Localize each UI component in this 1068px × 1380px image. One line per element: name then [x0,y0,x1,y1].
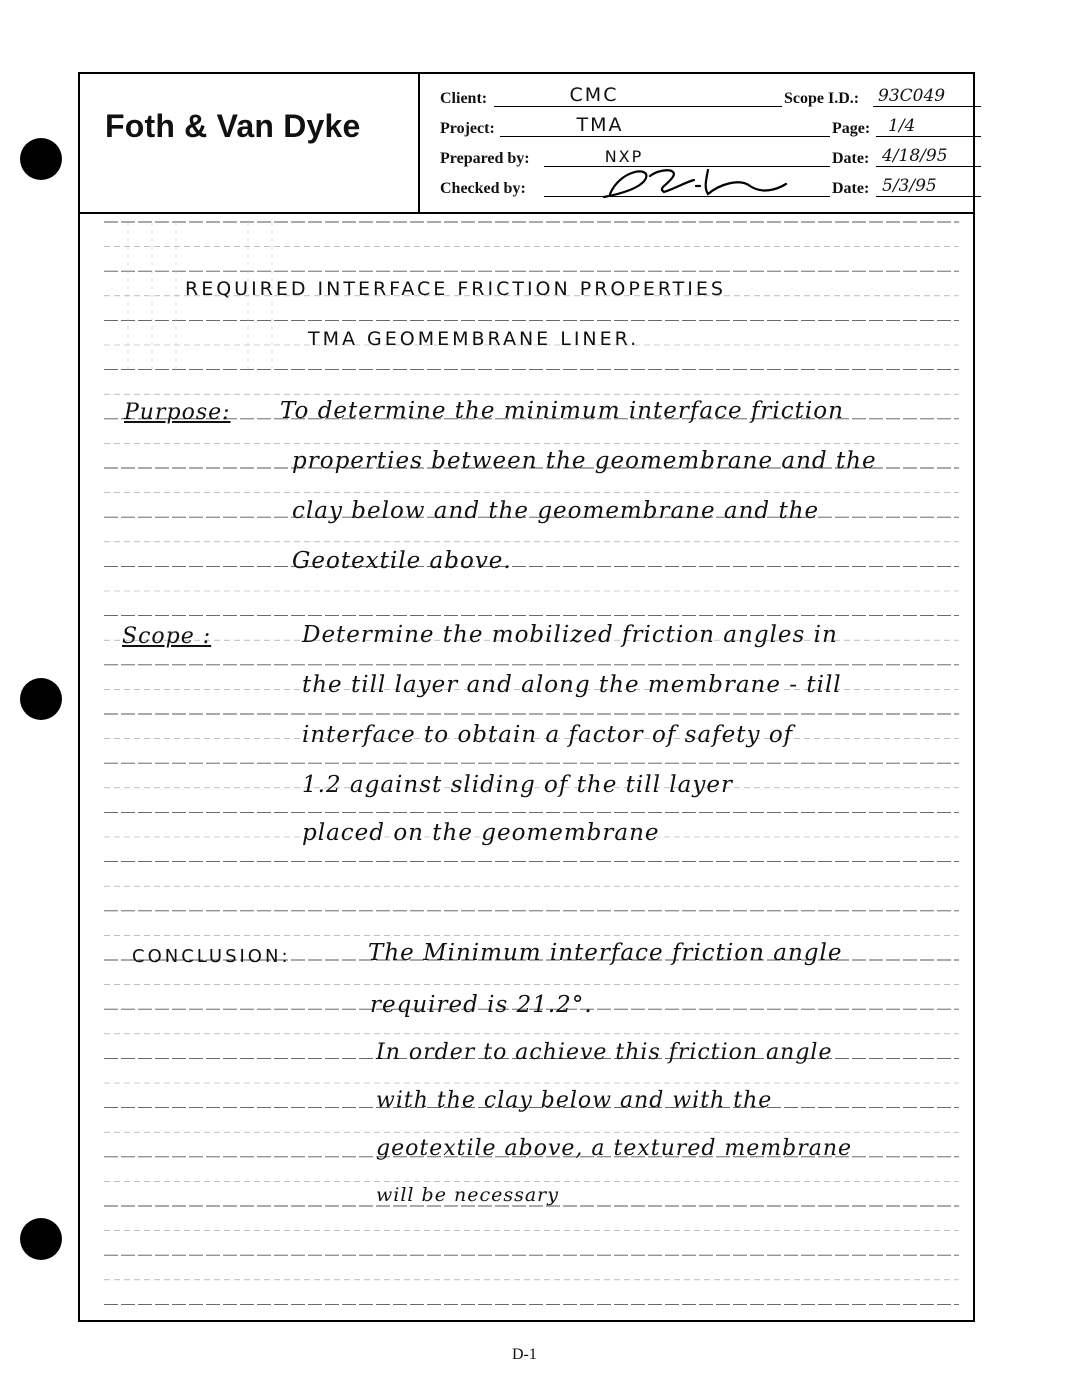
conclusion-line-6: will be necessary [376,1184,559,1206]
conclusion-line-4: with the clay below and with the [376,1088,773,1113]
scope-id-label: Scope I.D.: [784,90,860,107]
conclusion-line-5: geotextile above, a textured membrane [376,1136,853,1161]
title-line-2: TMA GEOMEMBRANE LINER. [308,328,640,350]
purpose-label: Purpose: [124,400,231,425]
project-label: Project: [440,120,495,137]
conclusion-line-3: In order to achieve this friction angle [376,1040,833,1065]
checked-row [440,172,965,202]
prepared-date-label: Date: [832,150,870,167]
title-line-1: REQUIRED INTERFACE FRICTION PROPERTIES [185,278,726,300]
scope-line-4: 1.2 against sliding of the till layer [302,772,733,798]
logo-cell [80,74,420,212]
project-row [440,112,965,142]
scope-line-2: the till layer and along the membrane - till [302,672,842,698]
page-label: Page: [832,120,871,137]
scope-id-value: 93C049 [878,86,946,106]
purpose-line-4: Geotextile above. [292,548,512,574]
binder-hole-middle [20,678,62,720]
prepared-date-line [876,166,981,167]
project-value: TMA [576,114,624,136]
calculation-sheet [78,72,975,1322]
checked-date-label: Date: [832,180,870,197]
binder-hole-bottom [20,1218,62,1260]
company-name: Foth & Van Dyke [105,108,361,144]
client-value: CMC [569,84,619,106]
reviewer-signature [590,164,790,200]
conclusion-label: CONCLUSION: [132,946,291,967]
client-row [440,82,965,112]
scope-line-5: placed on the geomembrane [302,820,660,846]
checked-date-line [876,196,981,197]
conclusion-line-1: The Minimum interface friction angle [368,940,843,966]
conclusion-line-2: required is 21.2°. [370,992,593,1018]
project-line [500,136,830,137]
scope-label: Scope : [122,624,212,649]
scope-id-line [873,106,981,107]
purpose-line-3: clay below and the geomembrane and the [292,498,820,524]
prepared-date-value: 4/18/95 [882,146,948,166]
client-label: Client: [440,90,488,107]
scope-line-1: Determine the mobilized friction angles in [302,622,838,648]
page-line [876,136,981,137]
page-value: 1/4 [888,116,916,136]
page-number: D-1 [512,1346,537,1363]
prepared-by-value: NXP [604,147,644,166]
client-line [494,106,782,107]
binder-hole-top [20,138,62,180]
prepared-by-label: Prepared by: [440,150,530,167]
sheet-header [80,74,973,214]
checked-by-label: Checked by: [440,180,526,197]
purpose-line-2: properties between the geomembrane and the [292,448,877,474]
checked-date-value: 5/3/95 [882,176,937,196]
purpose-line-1: To determine the minimum interface friction [280,398,844,424]
scope-line-3: interface to obtain a factor of safety of [302,722,794,748]
